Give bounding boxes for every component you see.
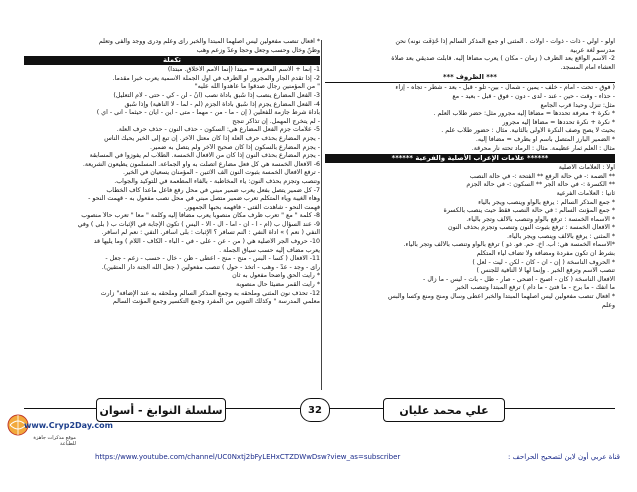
- text-line: 1- إنما + الاسم المعرفة = مبتدأ (إنما الأمم الأخلاق. مبتدأ): [167, 66, 320, 74]
- text-line: فهمت النحو - شاهدت الفتى - فافهمه بحبها الجمهور.: [184, 203, 320, 211]
- text-line: 7- كل ضمير يتصل بفعل يعرب ضمير مبني في محل رفع فاعل ماعدا كاف الخطاب: [106, 186, 320, 194]
- text-line: معلمي المدرسة " وكذلك التنوين من المفرد وجمع التكسير وجمع المؤنث السالم: [112, 298, 320, 306]
- text-line: مدرسو لغة عربية: [570, 46, 615, 54]
- text-line: وظنّ وخال وحسب وجعل وحجا وعدّ وزعم وهب: [196, 46, 320, 54]
- author-name-box: علي محمد عليان: [383, 398, 505, 422]
- text-line: - لم يتخرج المهمل. إن تذاكر تنجح: [232, 117, 320, 125]
- text-line: 11- الأفعال ( كسا - ألبس - منح - منح - أعطى - ظن - خال - حسب - زعم - جعل -: [105, 255, 320, 263]
- footer-rule-mid-left: [224, 408, 300, 409]
- text-line: وهاء الغيبة وياء المتكلم تعرب ضمير متصل مبني في محل نصب مفعول به - قهمت النحو -: [88, 195, 320, 203]
- text-line: * نكرة + معرفة تحددها = مضافاً إليه مجرور مثل: حضر طلاب العلم .: [433, 110, 615, 118]
- text-line: " من المؤمنين رجال صدقوا ما عاهدوا الله عليه": [194, 83, 320, 91]
- youtube-link[interactable]: https://www.youtube.com/channel/UC0Nxtj2bFyLEHxCTZDWwDsw?view_as=subscriber: [95, 453, 401, 461]
- text-line: 2- الاسم الواقع بعد الظرف ( زمان - مكان ) يعرب مضافاً إليه. قابلت صديقي بعد صلاة: [391, 55, 615, 63]
- text-line: بحيث لا يصح وصف النكرة الأولى بالثانية. مثال : حضور طلاب علم .: [441, 127, 615, 135]
- text-line: * الضمير البارز المتصل باسم أو بظرف = مضافاً إليه.: [475, 135, 615, 143]
- text-line: - يجزم المضارع بالسكون إذا كان صحيح الآخر ولم يتصل به ضمير.: [150, 143, 320, 151]
- series-name-box: سلسلة النوابغ - أسوان: [96, 398, 226, 422]
- text-line: أولاً : العلامات الأصلية: [558, 164, 615, 172]
- text-line: أولو - أولي - ذات - ذوات - أولات . المثنى أو جمع المذكر السالم إذا حُذِفَت نونه) نحن: [395, 38, 615, 45]
- text-line: 3- الفعل المضارع ينصب إذا سُبق بأداة نصب (أنْ - لن - كي - حتى - لام التعليل): [113, 91, 320, 99]
- text-line: النفي ( نعم ) » أداة النفي : أتُنم تسافر ؟ الإثبات : بلى أسافر. النفي : نعم لم أسافر.: [101, 229, 320, 237]
- text-line: 2- إذا تقدم الجار والمجرور أو الظرف في أول الجملة الاسمية يعرب خبراً مقدماً.: [112, 74, 320, 82]
- text-line: وتنصب وتجزم بحذف النون: ياء المخاطبة - بالفاء المطعمة في للتوكيد والجواب.: [114, 177, 320, 185]
- logo-brand-text: www.Cryp2Day.com: [24, 421, 113, 430]
- footer-rule-right: [503, 408, 615, 409]
- left-column: [24, 38, 320, 307]
- text-line: 4- الفعل المضارع يجزم إذا سُبق بأداة الجزم (لم - لما - لا الناهية) وإذا سُبق: [124, 100, 320, 108]
- text-line: *الأسماء الخمسة هي: أب. أخ. حم. فو. ذو ) ترفع بالواو وتنصب بالألف وتجر بالياء.: [403, 241, 615, 249]
- text-line: * نكرة + نكرة تحددها = مضافاً إليه مجرور: [502, 118, 615, 126]
- text-line: * جمع المؤنث السالم : في حالة النصب فقط حيث ينصب بالكسرة: [443, 207, 615, 215]
- continuation-heading: تكملة: [24, 56, 320, 65]
- text-line: مثال : العلم ثمار عظيمة. مثال : الرماد تحته نار محرقة.: [471, 144, 615, 152]
- channel-caption: قناة عربي أون لاين لتصحيح الحراحف :: [508, 453, 620, 461]
- page-number: 32: [300, 398, 330, 422]
- text-line: مثل: تنزل وحيداً قرب الجامع: [540, 101, 615, 109]
- text-line: ( فوق - تحت - أمام - خلف - يمين - شمال - بين- تلو - قبل - بعد - شطر - تجاه - إزاء: [395, 84, 615, 92]
- zarf-heading: *** الظروف ***: [325, 73, 615, 83]
- text-line: - حذاء - وقت - حين - عند - لدى - دون - فوق - قبل - بعيد - مع: [452, 92, 615, 100]
- column-divider: [321, 40, 322, 390]
- text-line: * رأيت القمر مضيئاً حال منصوبة: [236, 281, 320, 289]
- text-line: * الحروف الناسخة ( إن - أن - كأن - لكن - ليت - لعل ): [472, 258, 615, 266]
- text-line: ما انفك - ما برح - ما فتئ - ما دام ) ترفع المبتدأ وتنصب الخبر: [455, 284, 615, 292]
- logo-tagline: موقع مذكرات جاهزة للطباعة: [33, 435, 76, 447]
- text-line: - ترفع الأفعال الخمسة بثبوت النون ألف الاثنين - المؤمنان يسعيان في الخير.: [122, 169, 320, 177]
- text-line: 9- عند السؤال ب (أم - أ - أن - أما - أل - ألا - أليس ) تكون الإجابة في الإثبات ب ( بلى ) وفي: [77, 220, 320, 228]
- text-line: العشاء أمام المسجد.: [560, 63, 615, 71]
- text-line: 10- حروف الجر الأصلية هي ( من - عن - على - في - الباء - الكاف - اللام ) وما يليها قد: [93, 238, 320, 246]
- globe-icon: [6, 405, 76, 459]
- bottom-bar: [70, 452, 630, 462]
- text-line: ** الضمة :- في حالة الرفع ** الفتحة :- في حالة النصب: [469, 172, 615, 180]
- text-line: * الأفعال الخمسة : ترفع بثبوت النون وتنصب وتجزم بحذف النون: [448, 224, 615, 232]
- right-column: [325, 38, 615, 310]
- footer-rule-mid-right: [328, 408, 383, 409]
- text-line: - يجزم المضارع بحذف حرف العلة إذا كان معتل الآخر. إن تبع إلى الخير يحبك الناس: [104, 134, 320, 142]
- marks-heading: ****** علامات الإعراب الأصلية والفرعية ******: [325, 154, 615, 163]
- text-line: ** الكسرة :- في حالة الجر ** السكون :- في حالة الجزم: [466, 181, 615, 189]
- site-logo[interactable]: [6, 405, 113, 459]
- text-line: * جمع المذكر السالم : يرفع بالواو وينصب ويجر بالياء: [478, 198, 615, 206]
- right-intro: [325, 38, 615, 72]
- left-intro: [24, 38, 320, 55]
- text-line: - يجزم المضارع بحذف النون إذا كان من الأفعال الخمسة. الطلاب لم يفوزوا في المسابقة: [89, 152, 320, 160]
- text-line: * رأيت الحق واضحاً مفعول به ثان: [232, 272, 320, 280]
- text-line: 12- تحذف نون المثنى وملحقه به وجمع المذكر السالم وملحقه به عند الإضافة" زارت: [100, 289, 320, 297]
- text-line: * الأسماء الخمسة : ترفع بالواو وتنصب بالألف وتجر بالياء.: [466, 215, 615, 223]
- text-line: وعلّم: [601, 301, 615, 309]
- text-line: الأفعال الناسخة ( كان - أصبح - أضحى - صار - ظل - بات - ليس - ما زال -: [423, 275, 615, 283]
- text-line: 5- علامات جزم الفعل المضارع هي: السكون - حذف النون - حذف حرف العلة.: [116, 126, 320, 134]
- text-line: * المثنى : يرفع بالألف وينصب ويجر بالياء.: [507, 232, 615, 240]
- text-line: ثانياً : العلامات الفرعية: [556, 189, 615, 197]
- left-body: [24, 66, 320, 307]
- text-line: * أفعال تنصب مفعولين ليس أصلهما المبتدأ والخبر أعطى وسأل ومنح ومنع وكسا وألبس: [387, 293, 615, 301]
- marks-section: [325, 164, 615, 310]
- text-line: رأى - وجد - عدّ - وهب - اتخذ - حول ) تنصب مفعولين ( جعل الله الجنة دار المتقين).: [101, 263, 320, 271]
- text-line: يعرب مضاف إليه حسب سياق الجملة .: [219, 246, 320, 254]
- text-line: * أفعال تنصب مفعولين ليس أصلهما المبتدأ والخبر رأى وعلم ودرى ووجد وألفى وتعلّم: [98, 38, 320, 45]
- text-line: بأداة شرط جازمة للفعلين ( إن - ما - من - مهما - متى - أين - أيان - حيثما - أنى - أي ): [96, 109, 320, 117]
- text-line: بشرط أن تكون مفردة ومضافة ولا تضاف لياء المتكلم: [476, 250, 615, 258]
- text-line: 8- كلمة " مع " تعرب ظرف مكان منصوباً يعرب مضافاً إليه وكلمة " معاً " تعرب حالاً منصوب: [81, 212, 320, 220]
- text-line: 6- الأفعال الخمسة هي كل فعل مضارع اتصلت به واو الجماعة. المسلمون يطيعون الشريعة.: [82, 160, 320, 168]
- text-line: تنصب الاسم وترفع الخبر . وإنما لها لا النافية للجنس ): [476, 267, 615, 275]
- zarf-section: [325, 84, 615, 153]
